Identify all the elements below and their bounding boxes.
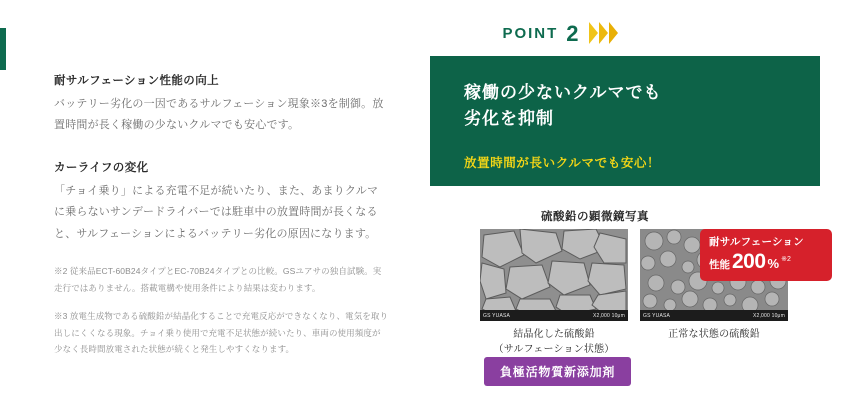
- badge-number: 200: [732, 249, 766, 273]
- section-body-performance: バッテリー劣化の一因であるサルフェーション現象※3を制御。放置時間が長く稼働の少ないクルマでも安心です。: [54, 98, 384, 132]
- scale-right-label: X2,000 10μm: [592, 312, 625, 319]
- section-heading-performance: 耐サルフェーション性能の向上: [54, 75, 219, 87]
- left-text-column: [54, 72, 389, 358]
- micrograph-caption-crystallized: [480, 327, 628, 357]
- green-callout-box: [430, 56, 820, 186]
- point-number: 2: [566, 21, 579, 46]
- callout-title-line2: 劣化を抑制: [464, 109, 554, 129]
- badge-percent: %: [767, 255, 780, 271]
- micrograph-texture-icon: [480, 229, 628, 321]
- callout-title-line1: 稼働の少ないクルマでも: [464, 83, 662, 102]
- scale-left-label: GS YUASA: [643, 312, 671, 319]
- point-header: [430, 22, 690, 44]
- performance-badge: [700, 229, 832, 281]
- point-label: POINT: [502, 24, 559, 42]
- scale-right-label: X2,000 10μm: [752, 312, 785, 319]
- micrograph-scale-bar: [640, 310, 788, 321]
- micrograph-scale-bar: [480, 310, 628, 321]
- section-heading-carlife: カーライフの変化: [54, 161, 149, 174]
- section-body-carlife: 「チョイ乗り」による充電不足が続いたり、また、あまりクルマに乗らないサンデードライバーでは駐車中の放置時間が長くなると、サルフェーションによるバッテリー劣化の原因になります。: [54, 184, 379, 240]
- micrograph-item: [480, 229, 628, 357]
- badge-prefix: 性能: [709, 258, 730, 271]
- callout-subtitle: 放置時間が長いクルマでも安心！: [464, 155, 661, 170]
- caption-line-2: （サルフェーション状態）: [493, 344, 615, 355]
- micrograph-section-title: 硫酸鉛の顕微鏡写真: [541, 211, 649, 223]
- caption-line-1: 結晶化した硫酸鉛: [513, 329, 595, 340]
- additive-pill-label: 負極活物質新添加剤: [484, 357, 631, 386]
- micrograph-caption-normal: [640, 327, 788, 342]
- badge-line-2: [709, 250, 832, 274]
- scale-left-label: GS YUASA: [483, 312, 511, 319]
- chevron-right-icon-group: [589, 22, 618, 44]
- micrograph-image-crystallized: [480, 229, 628, 321]
- caption-line-1: 正常な状態の硫酸鉛: [668, 329, 760, 340]
- footnote-2: ※2 従来品ECT-60B24タイプとEC-70B24タイプとの比較。GSユアサの独自試験。実走行ではありません。搭載電構や使用条件により結果は変わります。: [54, 266, 382, 293]
- chevron-right-icon: [599, 22, 608, 44]
- badge-footnote-marker: ※2: [781, 255, 791, 263]
- chevron-right-icon: [589, 22, 598, 44]
- chevron-right-icon: [609, 22, 618, 44]
- left-accent-bar: [0, 28, 6, 70]
- badge-line-1: 耐サルフェーション: [709, 236, 804, 249]
- footnote-3: ※3 放電生成物である硫酸鉛が結晶化することで充電反応ができなくなり、電気を取り出しにくくなる現象。チョイ乗り使用で充電不足状態が続いたり、車両の使用頻度が少なく長時間放電された状態が続くと発生しやすくなります。: [54, 311, 389, 355]
